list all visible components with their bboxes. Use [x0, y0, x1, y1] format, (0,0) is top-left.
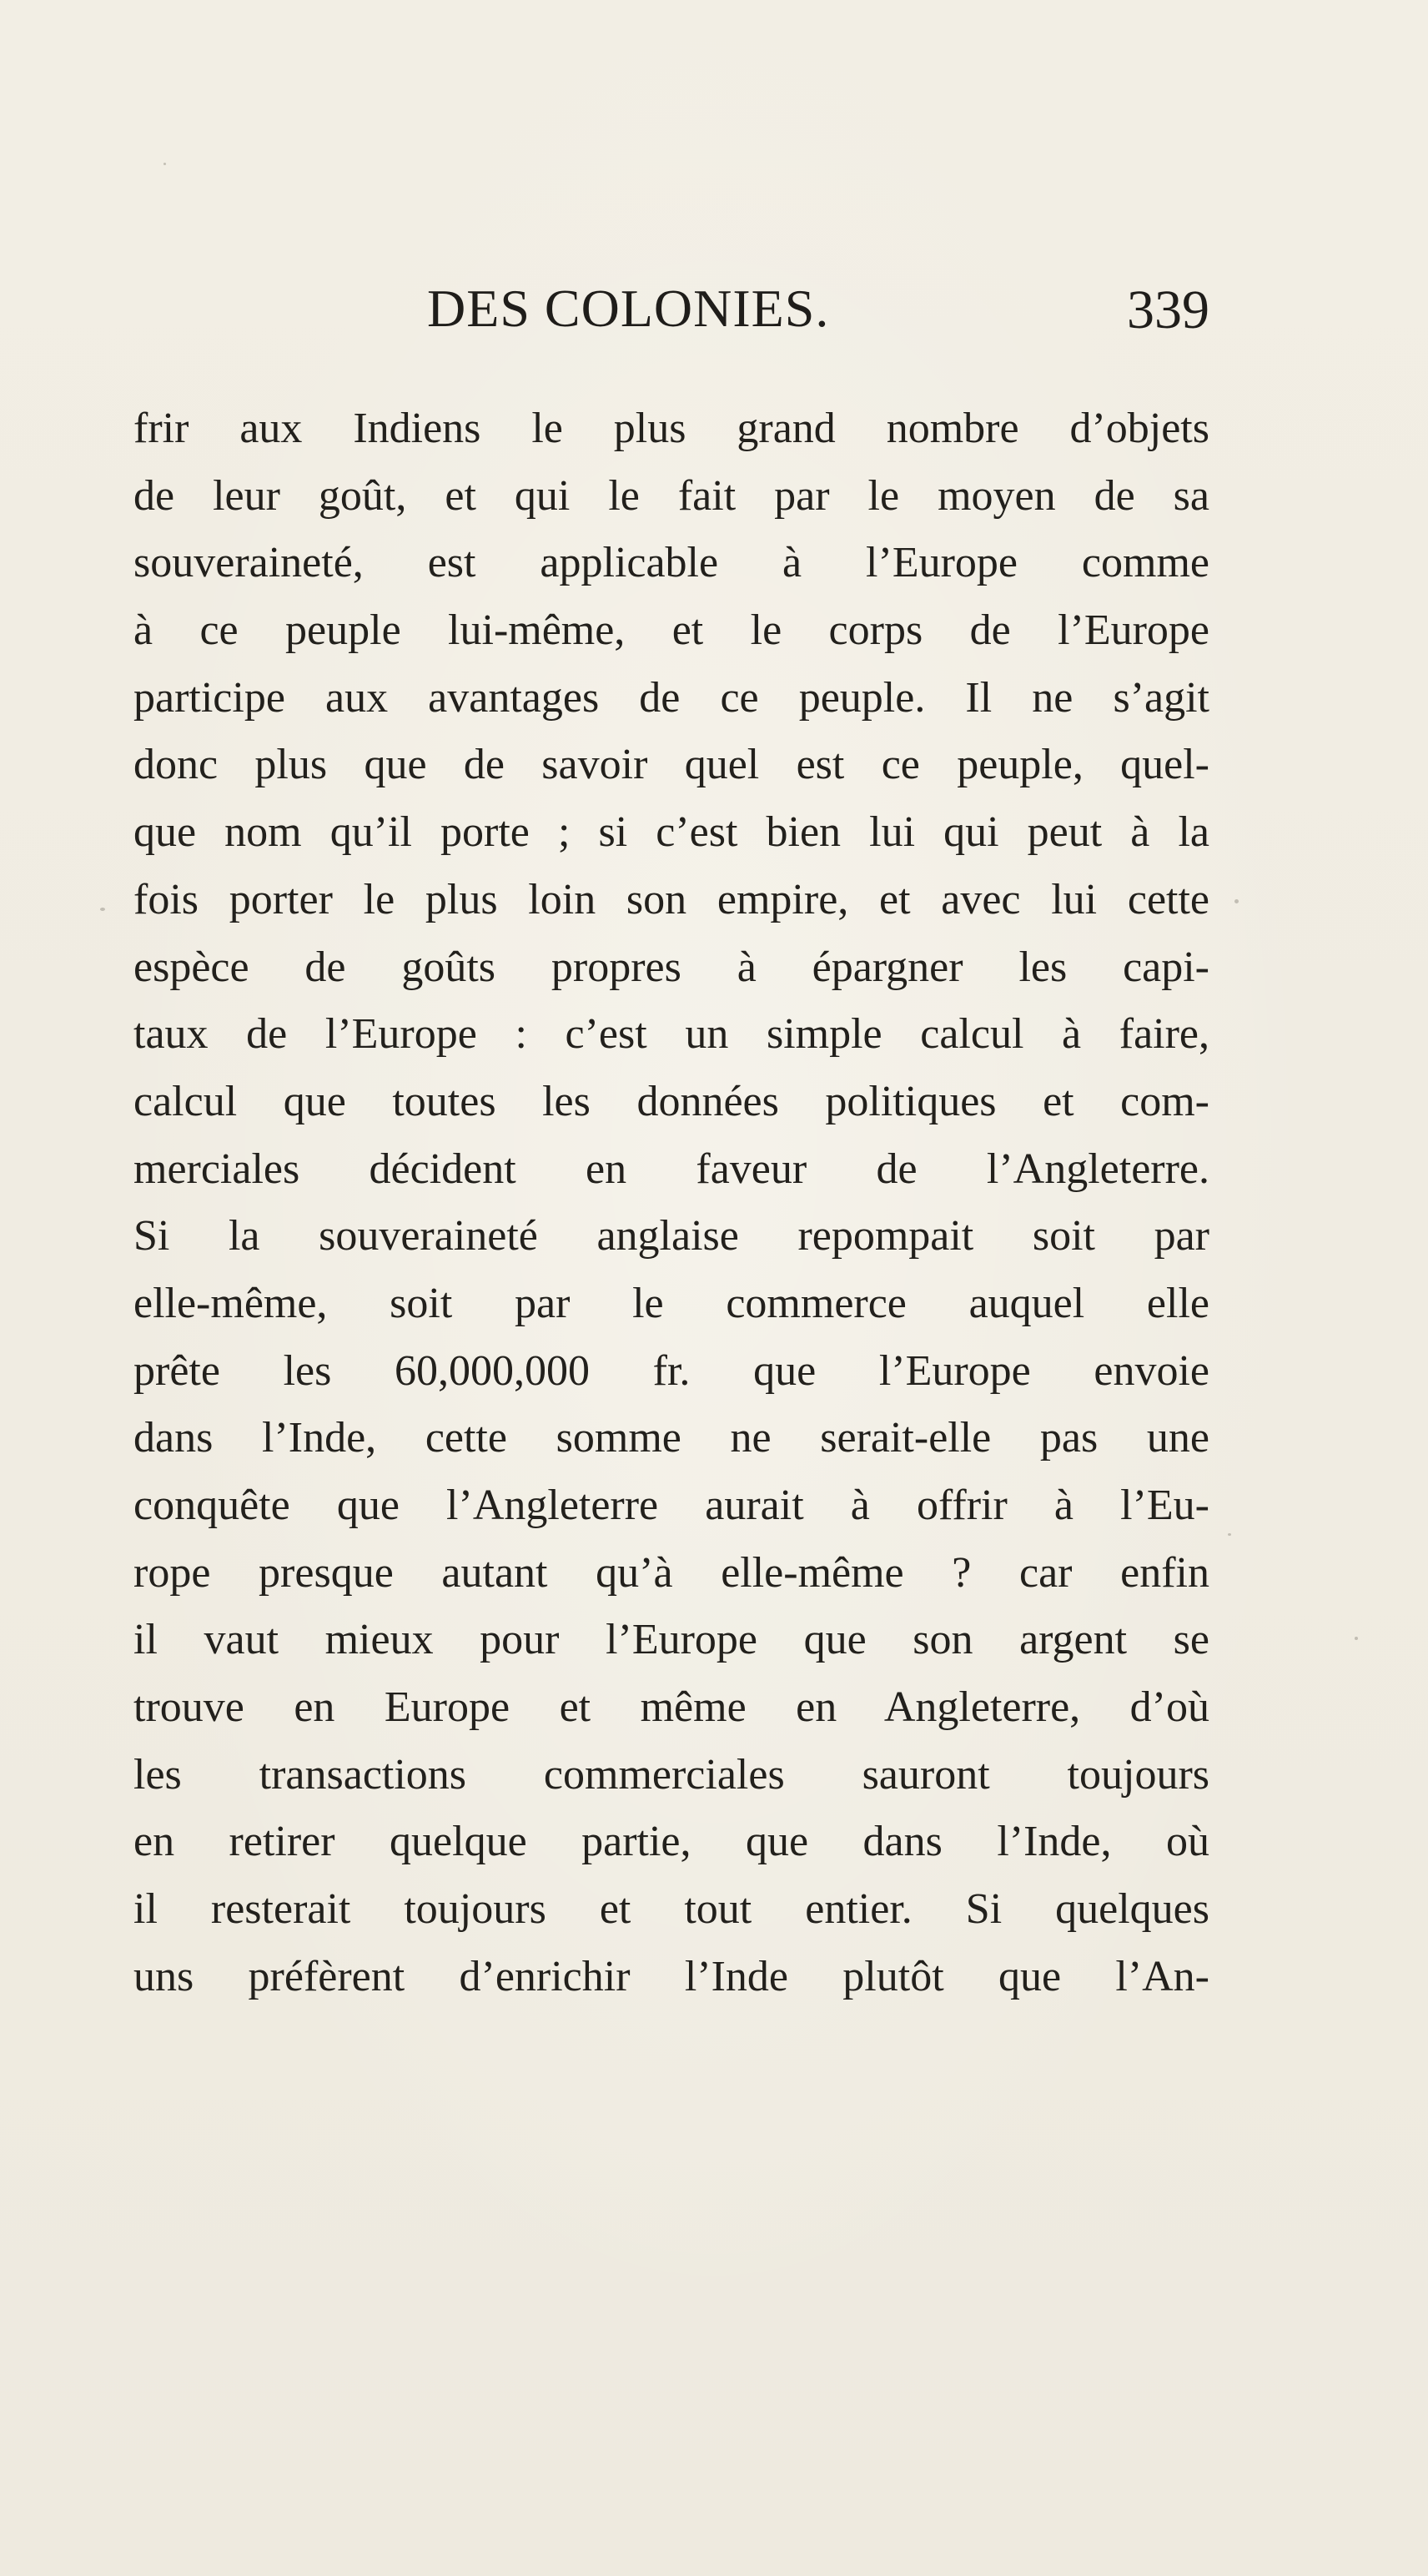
text-line: trouve en Europe et même en Angleterre, d’où: [133, 1683, 1209, 1732]
paper-speck: [1228, 1533, 1231, 1536]
text-line: calcul que toutes les données politiques et com-: [133, 1077, 1209, 1125]
text-line: dans l’Inde, cette somme ne serait-elle pas une: [133, 1414, 1209, 1462]
paper-speck: [163, 163, 166, 165]
text-line: rope presque autant qu’à elle-même ? car enfin: [133, 1548, 1209, 1597]
text-line: conquête que l’Angleterre aurait à offrir à l’Eu-: [133, 1482, 1209, 1529]
paper-speck: [100, 908, 105, 911]
text-line: à ce peuple lui-même, et le corps de l’Europe: [133, 606, 1209, 655]
paper-speck: [1355, 1637, 1358, 1640]
text-line: participe aux avantages de ce peuple. Il ne s’agit: [133, 673, 1209, 722]
paper-speck: [1234, 899, 1239, 903]
text-line: merciales décident en faveur de l’Angleterre.: [133, 1145, 1209, 1193]
text-line: de leur goût, et qui le fait par le moyen de sa: [133, 471, 1209, 520]
text-line: frir aux Indiens le plus grand nombre d’objets: [133, 405, 1209, 452]
text-line: taux de l’Europe : c’est un simple calcul à faire,: [133, 1010, 1209, 1059]
text-line: Si la souveraineté anglaise repompait soit par: [133, 1212, 1209, 1260]
text-line: fois porter le plus loin son empire, et avec lui cette: [133, 875, 1209, 923]
text-line: les transactions commerciales sauront toujours: [133, 1750, 1209, 1799]
text-line: donc plus que de savoir quel est ce peuple, quel-: [133, 741, 1209, 789]
text-line: que nom qu’il porte ; si c’est bien lui qui peut à la: [133, 808, 1209, 857]
text-line: espèce de goûts propres à épargner les capi-: [133, 943, 1209, 991]
page-number: 339: [1127, 279, 1209, 340]
running-title: DES COLONIES.: [427, 279, 830, 338]
text-line: il resterait toujours et tout entier. Si quelques: [133, 1885, 1209, 1934]
text-line: uns préfèrent d’enrichir l’Inde plutôt que l’An-: [133, 1952, 1209, 2000]
running-head: [133, 275, 1209, 342]
body-text: [133, 395, 1209, 2011]
text-line: prête les 60,000,000 fr. que l’Europe envoie: [133, 1346, 1209, 1395]
text-line: il vaut mieux pour l’Europe que son argent se: [133, 1616, 1209, 1664]
text-line: elle-même, soit par le commerce auquel elle: [133, 1279, 1209, 1327]
text-line: souveraineté, est applicable à l’Europe comme: [133, 539, 1209, 587]
text-line: en retirer quelque partie, que dans l’Inde, où: [133, 1818, 1209, 1866]
